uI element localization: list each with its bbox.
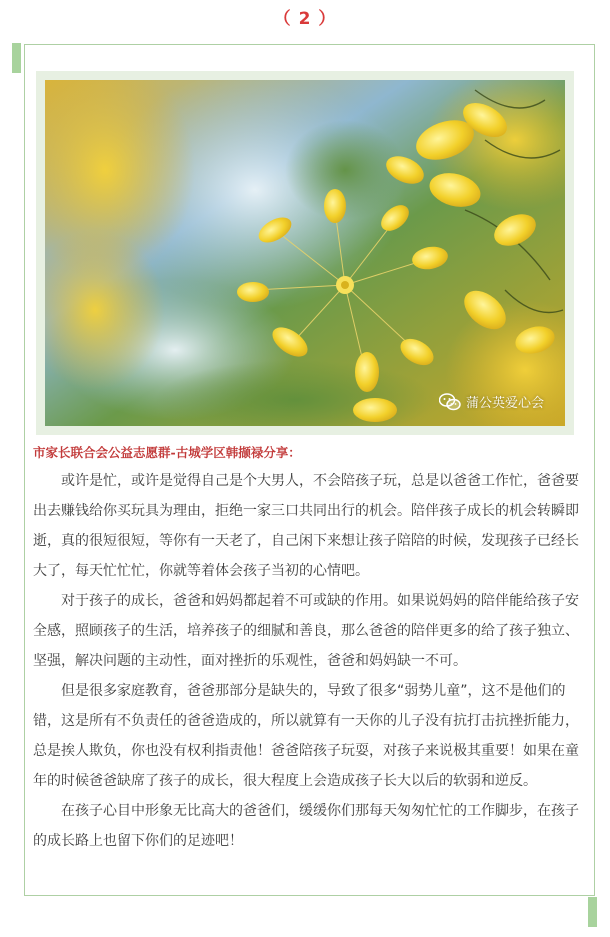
frame-border-left	[24, 44, 25, 896]
frame-accent-bar-bottom-right	[588, 897, 597, 927]
flower-photo	[45, 80, 565, 426]
paragraph: 但是很多家庭教育，爸爸那部分是缺失的，导致了很多“弱势儿童”，这不是他们的错，这是所有不负责任的爸爸造成的，所以就算有一天你的儿子没有抗打击抗挫折能力，总是挨人欺负，你也没有权利指责他！爸爸陪孩子玩耍，对孩子来说极其重要！如果在童年的时候爸爸缺席了孩子的成长，很大程度上会造成孩子长大以后的软弱和逆反。	[33, 683, 579, 789]
paragraph: 对于孩子的成长，爸爸和妈妈都起着不可或缺的作用。如果说妈妈的陪伴能给孩子安全感，照顾孩子的生活，培养孩子的细腻和善良，那么爸爸的陪伴更多的给了孩子独立、坚强，解决问题的主动性，面对挫折的乐观性，爸爸和妈妈缺一不可。	[33, 593, 579, 669]
paragraph: 或许是忙，或许是觉得自己是个大男人，不会陪孩子玩，总是以爸爸工作忙，爸爸要出去赚钱给你买玩具为理由，拒绝一家三口共同出行的机会。陪伴孩子成长的机会转瞬即逝，真的很短很短，等你有一天老了，自己闲下来想让孩子陪陪的时候，发现孩子已经长大了，每天忙忙忙，你就等着体会孩子当初的心情吧。	[33, 473, 579, 579]
article-body	[33, 466, 580, 856]
share-byline: 市家长联合会公益志愿群-古城学区韩撷禄分享：	[33, 445, 301, 460]
flower-photo-frame	[36, 71, 574, 435]
frame-border-right	[594, 44, 595, 896]
watermark-text: 蒲公英爱心会	[465, 396, 544, 411]
wechat-icon	[439, 393, 461, 411]
frame-border-top	[24, 44, 594, 45]
frame-accent-bar-top-left	[12, 43, 21, 73]
paragraph: 在孩子心目中形象无比高大的爸爸们，缓缓你们那每天匆匆忙忙的工作脚步，在孩子的成长路上也留下你们的足迹吧！	[33, 803, 579, 849]
photo-watermark	[439, 392, 544, 411]
section-number: （ 2 ）	[273, 9, 337, 29]
frame-border-bottom	[24, 895, 595, 896]
